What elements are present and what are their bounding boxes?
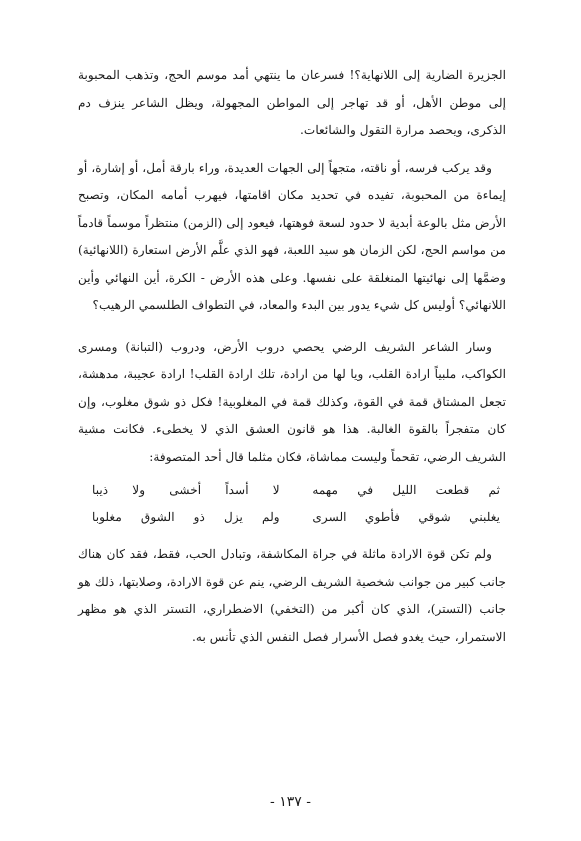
- verse-first-hemistich: ثم قطعت الليل في مهمه: [312, 483, 500, 497]
- paragraph-3: وسار الشاعر الشريف الرضي يحصي دروب الأرض، ودروب (التبانة) ومسرى الكواكب، ملبياً ارادة القلب، ويا لها من ارادة، تلك ارادة القلب! ارادة عجيبة، مدهشة، تجعل المشتاق قمة في القوة، وكذلك قمة في المغلوبية! فكل ذو شوق مغلوب، وإن كان متفجراً بالقوة الغالبة. هذا هو قانون العشق الذي لا يخطىء. فكانت مشية الشريف الرضي، تقحماً وليست مماشاة، فكان مثلما قال أحد المتصوفة:: [78, 339, 506, 464]
- paragraph-2: وقد يركب فرسه، أو ناقته، متجهاً إلى الجهات العديدة، وراء بارقة أمل، أو إشارة، أو إيماءة من المحبوبة، تفيده في تحديد مكان اقامتها، فيهرب أمامه المكان، وتصبح الأرض مثل بالوعة أبدية لا حدود لسعة فوهتها، فيعود إلى (الزمن) منتظراً موسماً قادماً من مواسم الحج، لكن الزمان هو سيد اللعبة، فهو الذي علَّم الأرض استعارة (اللانهائية) وضمَّها إلى نهائيتها المنغلقة على نفسها. وعلى هذه الأرض - الكرة، أين النهائي وأين اللانهائي؟ أوليس كل شيء يدور بين البدء والمعاد، في التطواف الطلسمي الرهيب؟: [78, 160, 506, 312]
- paragraph-4: ولم تكن قوة الارادة ماثلة في جراة المكاشفة، وتبادل الحب، فقط، فقد كان هناك جانب كبير من جوانب شخصية الشريف الرضي، ينم عن قوة الارادة، وصلابتها، ذلك هو جانب (التستر)، الذي كان أكبر من (التخفي) الاضطراري، التستر الذي هو مظهر الاستمرار، حيث يغدو فصل الأسرار فصل النفس الذي تأنس به.: [78, 547, 506, 644]
- page-body: [78, 62, 506, 651]
- poem-verse-2: [92, 504, 500, 531]
- poem-quote: [78, 477, 506, 531]
- paragraph-1: الجزيرة الضارية إلى اللانهاية؟! فسرعان ما ينتهي أمد موسم الحج، وتذهب المحبوبة إلى موطن الأهل، أو قد تهاجر إلى المواطن المجهولة، ويظل الشاعر ينزف دم الذكرى، ويحصد مرارة التقول والشائعات.: [78, 68, 506, 137]
- verse-second-hemistich: ولم يزل ذو الشوق مغلوبا: [92, 510, 280, 524]
- page-number: - ١٣٧ -: [270, 794, 311, 810]
- verse-first-hemistich: يغلبني شوقي فأطوي السرى: [312, 510, 500, 524]
- paragraph-gap: [78, 145, 506, 155]
- poem-verse-1: [92, 477, 500, 504]
- paragraph-gap: [78, 320, 506, 334]
- verse-second-hemistich: لا أسداً أخشى ولا ذيبا: [92, 483, 280, 497]
